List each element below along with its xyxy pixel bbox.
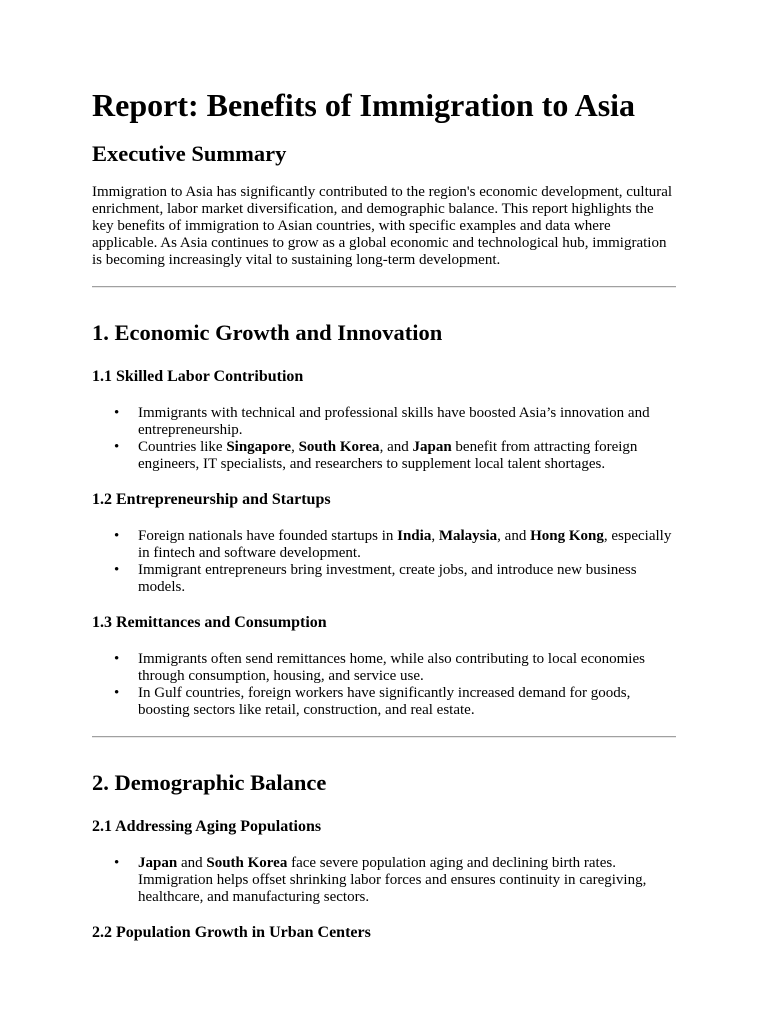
subsection-2-2-heading: 2.2 Population Growth in Urban Centers <box>92 924 371 941</box>
executive-summary-heading: Executive Summary <box>92 141 287 166</box>
subsection-2-1-heading: 2.1 Addressing Aging Populations <box>92 818 322 835</box>
bold-text: South Korea <box>206 855 288 871</box>
list-item <box>138 528 676 562</box>
bold-text: Japan <box>138 855 178 871</box>
report-title: Report: Benefits of Immigration to Asia <box>92 87 636 123</box>
list-item <box>138 855 676 906</box>
list-item <box>138 562 676 596</box>
list-item-text: Countries like <box>138 439 227 455</box>
section-2-heading: 2. Demographic Balance <box>92 770 327 795</box>
section-divider <box>92 736 676 738</box>
bullet-list <box>92 855 676 906</box>
bullet-list <box>92 405 676 473</box>
subsection-1-2-heading: 1.2 Entrepreneurship and Startups <box>92 491 331 508</box>
bold-text: Singapore <box>226 439 292 455</box>
list-item-text: In Gulf countries, foreign workers have significantly increased demand for goods, boosting sectors like retail, construction, and real estate. <box>138 685 631 718</box>
subsection-1-3-heading: 1.3 Remittances and Consumption <box>92 614 327 631</box>
list-item-text: Immigrants often send remittances home, while also contributing to local economies through consumption, housing, and service use. <box>138 651 645 684</box>
list-item <box>138 651 676 685</box>
list-item-text: benefit from attracting foreign engineers, IT specialists, and researchers to supplement local talent shortages. <box>138 439 638 472</box>
list-item <box>138 405 676 439</box>
list-item-text: Foreign nationals have founded startups in <box>138 528 398 544</box>
list-item-text: , <box>291 439 299 455</box>
list-item-text: Immigrant entrepreneurs bring investment, create jobs, and introduce new business models. <box>138 562 637 595</box>
list-item-text: , <box>431 528 439 544</box>
bold-text: Japan <box>412 439 452 455</box>
executive-summary-text: Immigration to Asia has significantly contributed to the region's economic development, cultural enrichment, labor market diversification, and demographic balance. This report highlights the key benefits of immigration to Asian countries, with specific examples and data where applicable. As Asia continues to grow as a global economic and technological hub, immigration is becoming increasingly vital to sustaining long-term development. <box>92 184 673 268</box>
bold-text: Hong Kong <box>530 528 604 544</box>
bold-text: South Korea <box>298 439 380 455</box>
bold-text: India <box>397 528 432 544</box>
list-item <box>138 685 676 719</box>
section-1-heading: 1. Economic Growth and Innovation <box>92 320 443 345</box>
list-item-text: and <box>177 855 207 871</box>
subsection-1-1-heading: 1.1 Skilled Labor Contribution <box>92 368 304 385</box>
list-item-text: face severe population aging and declining birth rates. Immigration helps offset shrinking labor forces and ensures continuity in caregiving, healthcare, and manufacturing sectors. <box>138 855 647 905</box>
list-item-text: , and <box>379 439 413 455</box>
list-item-text: Immigrants with technical and professional skills have boosted Asia’s innovation and entrepreneurship. <box>138 405 650 438</box>
bold-text: Malaysia <box>438 528 498 544</box>
list-item-text: , especially in fintech and software development. <box>138 528 672 561</box>
list-item-text: , and <box>497 528 531 544</box>
bullet-list <box>92 651 676 719</box>
section-divider <box>92 286 676 288</box>
bullet-list <box>92 528 676 596</box>
list-item <box>138 439 676 473</box>
